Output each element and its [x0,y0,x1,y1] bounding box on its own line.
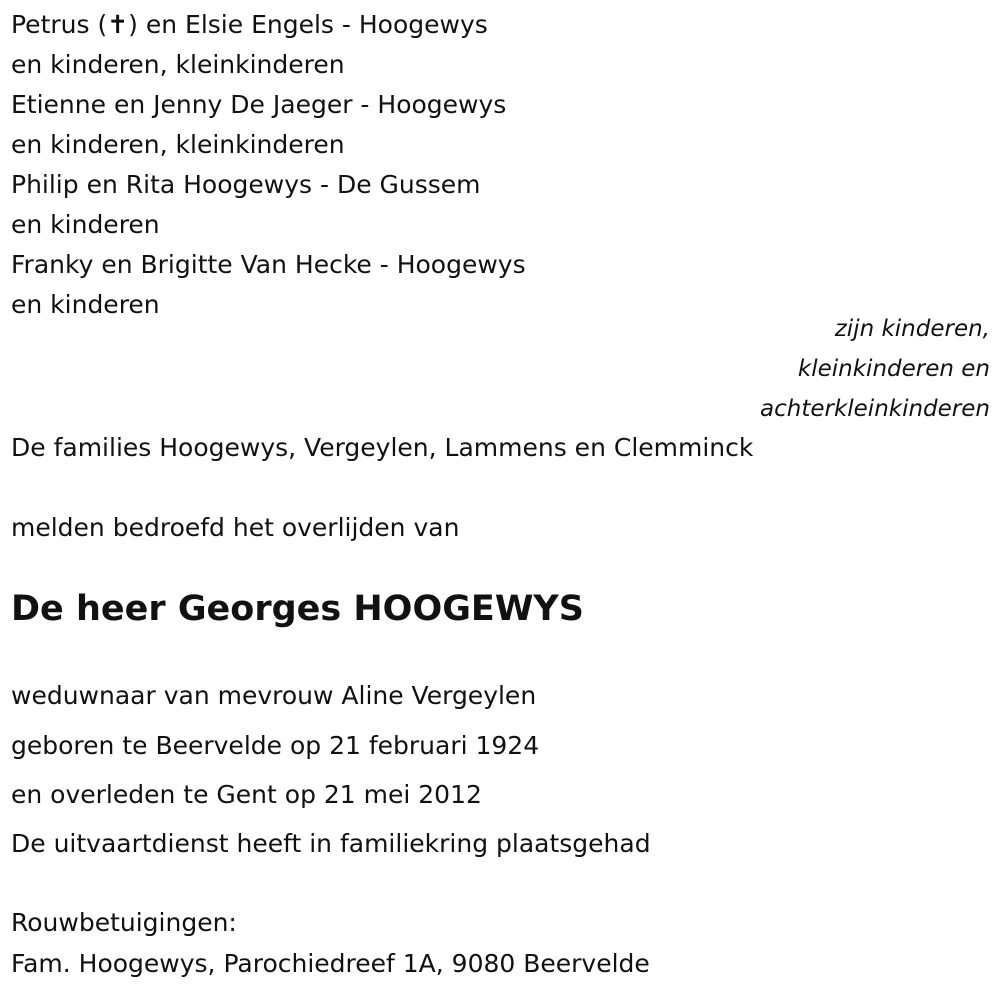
relation-line-1: zijn kinderen, [834,316,990,342]
family-line-franky-children: en kinderen [11,290,160,319]
condolences-address: Fam. Hoogewys, Parochiedreef 1A, 9080 Beervelde [11,949,650,978]
family-line-philip-children: en kinderen [11,210,160,239]
family-line-franky: Franky en Brigitte Van Hecke - Hoogewys [11,250,526,279]
widower-line: weduwnaar van mevrouw Aline Vergeylen [11,681,537,710]
funeral-line: De uitvaartdienst heeft in familiekring plaatsgehad [11,829,651,858]
deceased-name: De heer Georges HOOGEWYS [11,589,584,629]
relation-line-2: kleinkinderen en [797,356,990,382]
family-line-etienne-children: en kinderen, kleinkinderen [11,130,345,159]
family-line-philip: Philip en Rita Hoogewys - De Gussem [11,170,481,199]
announcement-line: melden bedroefd het overlijden van [11,513,460,542]
family-line-etienne: Etienne en Jenny De Jaeger - Hoogewys [11,90,507,119]
condolences-label: Rouwbetuigingen: [11,908,237,937]
families-line: De families Hoogewys, Vergeylen, Lammens en Clemminck [11,433,754,462]
birth-line: geboren te Beervelde op 21 februari 1924 [11,731,540,760]
relation-line-3: achterkleinkinderen [760,396,990,422]
family-line-petrus-children: en kinderen, kleinkinderen [11,50,345,79]
death-line: en overleden te Gent op 21 mei 2012 [11,780,482,809]
family-line-petrus: Petrus (✝) en Elsie Engels - Hoogewys [11,10,488,39]
